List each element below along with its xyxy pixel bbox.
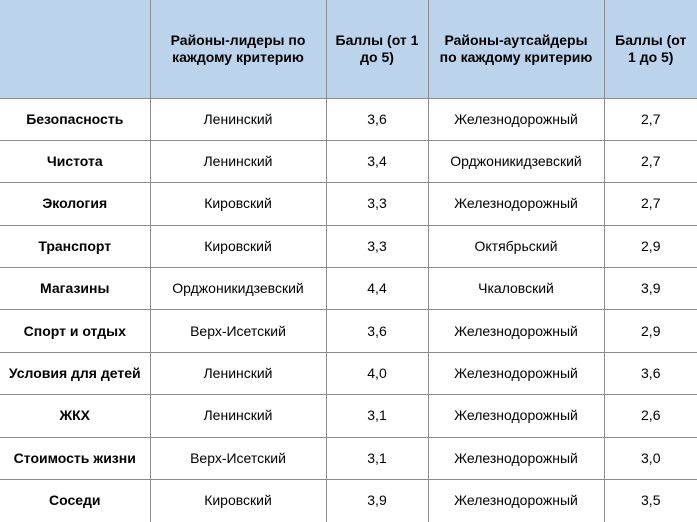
criterion-cell: Чистота — [0, 140, 150, 182]
outsider-score-cell: 2,9 — [604, 310, 697, 352]
table-row — [0, 98, 697, 140]
outsider-cell: Орджоникидзевский — [428, 140, 604, 182]
leader-score-cell: 3,3 — [326, 225, 428, 267]
leader-cell: Ленинский — [150, 352, 326, 394]
leader-cell: Кировский — [150, 183, 326, 225]
criterion-cell: Магазины — [0, 268, 150, 310]
outsider-cell: Железнодорожный — [428, 437, 604, 479]
outsider-score-cell: 3,6 — [604, 352, 697, 394]
leader-score-cell: 3,1 — [326, 395, 428, 437]
criterion-cell: Безопасность — [0, 98, 150, 140]
outsider-cell: Железнодорожный — [428, 183, 604, 225]
table-row — [0, 480, 697, 522]
leader-score-cell: 3,9 — [326, 480, 428, 522]
table-row — [0, 352, 697, 394]
leader-cell: Орджоникидзевский — [150, 268, 326, 310]
outsider-score-cell: 2,9 — [604, 225, 697, 267]
outsider-cell: Железнодорожный — [428, 352, 604, 394]
header-leaders: Районы-лидеры по каждому критерию — [150, 0, 326, 98]
header-outsider-score: Баллы (от 1 до 5) — [604, 0, 697, 98]
leader-cell: Ленинский — [150, 98, 326, 140]
outsider-cell: Железнодорожный — [428, 395, 604, 437]
table-row — [0, 437, 697, 479]
criterion-cell: Экология — [0, 183, 150, 225]
outsider-cell: Чкаловский — [428, 268, 604, 310]
table-row — [0, 183, 697, 225]
outsider-score-cell: 2,7 — [604, 140, 697, 182]
table-row — [0, 140, 697, 182]
table-row — [0, 268, 697, 310]
outsider-score-cell: 2,6 — [604, 395, 697, 437]
criterion-cell: Спорт и отдых — [0, 310, 150, 352]
leader-score-cell: 4,0 — [326, 352, 428, 394]
criterion-cell: Стоимость жизни — [0, 437, 150, 479]
outsider-score-cell: 2,7 — [604, 183, 697, 225]
header-row — [0, 0, 697, 98]
header-outsiders: Районы-аутсайдеры по каждому критерию — [428, 0, 604, 98]
criterion-cell: Соседи — [48, 492, 101, 509]
leader-cell: Кировский — [150, 480, 326, 522]
outsider-cell: Железнодорожный — [428, 98, 604, 140]
outsider-cell: Железнодорожный — [428, 480, 604, 522]
table-row — [0, 395, 697, 437]
leader-cell: Верх-Исетский — [150, 310, 326, 352]
header-leader-score: Баллы (от 1 до 5) — [326, 0, 428, 98]
header-criterion — [0, 0, 150, 98]
leader-cell: Ленинский — [150, 395, 326, 437]
criterion-cell: Условия для детей — [0, 352, 150, 394]
criterion-cell: ЖКХ — [0, 395, 150, 437]
table-row — [0, 310, 697, 352]
leader-score-cell: 3,4 — [326, 140, 428, 182]
leader-cell: Верх-Исетский — [150, 437, 326, 479]
criterion-cell: Транспорт — [0, 225, 150, 267]
outsider-score-cell: 3,5 — [604, 480, 697, 522]
outsider-score-cell: 3,9 — [604, 268, 697, 310]
outsider-cell: Октябрьский — [428, 225, 604, 267]
leader-score-cell: 3,3 — [326, 183, 428, 225]
leader-cell: Ленинский — [150, 140, 326, 182]
outsider-score-cell: 2,7 — [604, 98, 697, 140]
leader-score-cell: 4,4 — [326, 268, 428, 310]
table-row — [0, 225, 697, 267]
leader-score-cell: 3,6 — [326, 310, 428, 352]
leader-score-cell: 3,6 — [326, 98, 428, 140]
leader-score-cell: 3,1 — [326, 437, 428, 479]
leader-cell: Кировский — [150, 225, 326, 267]
outsider-score-cell: 3,0 — [604, 437, 697, 479]
outsider-cell: Железнодорожный — [428, 310, 604, 352]
